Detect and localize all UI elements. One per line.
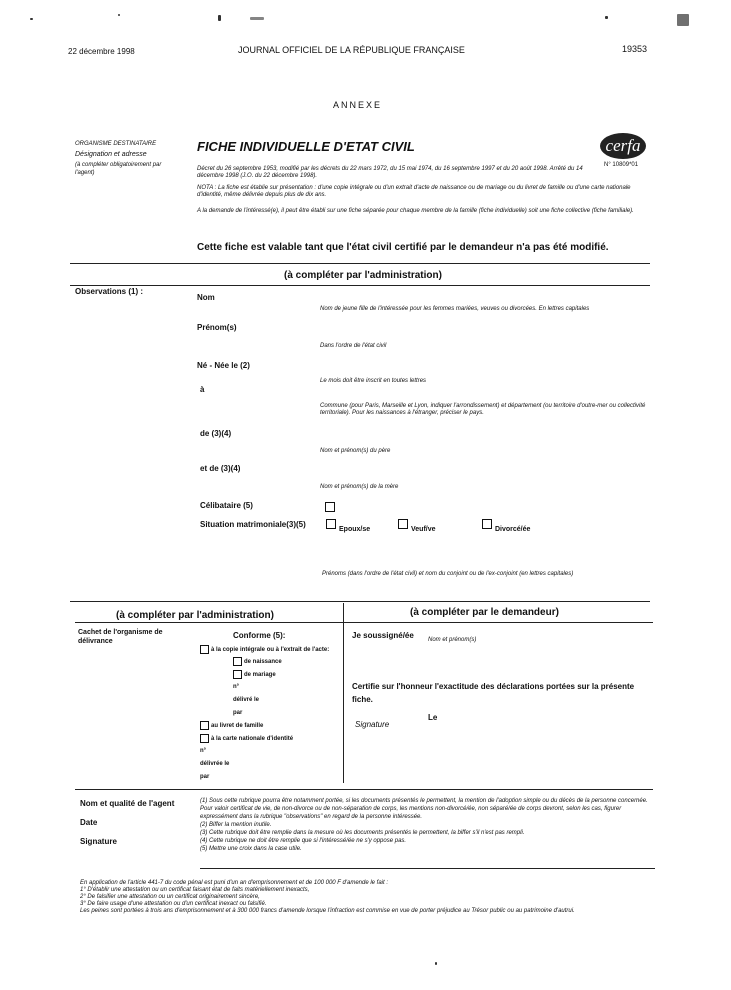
acte-par-label: par — [233, 710, 243, 716]
celibataire-checkbox[interactable] — [325, 502, 335, 512]
birthdate-label: Né - Née le (2) — [197, 361, 250, 370]
agent-name-label: Nom et qualité de l'agent — [80, 799, 175, 808]
nom-note: Nom de jeune fille de l'intéressée pour les femmes mariées, veuves ou divorcées. En lettres capitales — [320, 306, 590, 312]
certifie-text: Certifie sur l'honneur l'exactitude des déclarations portées sur la présente fiche. — [352, 682, 635, 704]
org-subtitle: Désignation et adresse — [75, 151, 147, 158]
legal-text — [80, 880, 625, 915]
demandeur-heading: (à compléter par le demandeur) — [410, 607, 559, 618]
mother-note: Nom et prénom(s) de la mère — [320, 484, 399, 490]
legal-line: 3° De faire usage d'une attestation ou d'un certificat inexact ou falsifié. — [80, 901, 267, 907]
legal-line: 1° D'établir une attestation ou un certificat faisant état de faits matériellement inexacts, — [80, 887, 310, 893]
situation-label: Situation matrimoniale(3)(5) — [200, 520, 306, 529]
naissance-option: de naissance — [233, 657, 282, 666]
org-note: (à compléter obligatoirement par l'agent) — [75, 162, 162, 176]
agent-date-label: Date — [80, 818, 98, 827]
agent-signature-label: Signature — [80, 837, 117, 846]
conjoint-note: Prénoms (dans l'ordre de l'état civil) et nom du conjoint ou de l'ex-conjoint (en lettres capitales) — [322, 571, 574, 577]
footnotes — [200, 797, 658, 853]
carte-par-label: par — [200, 774, 210, 780]
footnote: Pour valoir certificat de vie, de non-divorce ou de non-séparation de corps, les mentions non-divorcé/ée, non séparé/ée de corps devront, selon les cas, figurer expressément dans la rubrique "observations" en regard de la personne intéressée. — [200, 806, 622, 820]
footnote: (5) Mettre une croix dans la case utile. — [200, 846, 302, 852]
epoux-checkbox[interactable] — [326, 519, 336, 529]
footnote: (3) Cette rubrique doit être remplie dans la mesure où les documents présentés le permettent, la biffer s'il n'est pas rempli. — [200, 830, 525, 836]
livret-checkbox[interactable] — [200, 721, 209, 730]
page-number: 19353 — [622, 44, 648, 54]
veuf-label: Veuf/ve — [411, 526, 436, 533]
cerfa-number: N° 10809*01 — [604, 162, 639, 168]
cerfa-logo: cerfa — [600, 133, 646, 159]
divider — [70, 263, 650, 264]
celibataire-label: Célibataire (5) — [200, 501, 253, 510]
copie-option: à la copie intégrale ou à l'extrait de l'acte: — [200, 645, 329, 654]
father-label: de (3)(4) — [200, 429, 232, 438]
observations-label: Observations (1) : — [75, 287, 144, 296]
carte-checkbox[interactable] — [200, 734, 209, 743]
divider — [70, 285, 650, 286]
journal-title: JOURNAL OFFICIEL DE LA RÉPUBLIQUE FRANÇAISE — [238, 45, 465, 55]
divorce-label: Divorcé/ée — [495, 526, 531, 533]
carte-option: à la carte nationale d'identité — [200, 734, 293, 743]
divider — [75, 789, 653, 790]
copie-checkbox[interactable] — [200, 645, 209, 654]
scan-speck — [677, 14, 689, 26]
mother-label: et de (3)(4) — [200, 464, 241, 473]
acte-delivre-label: délivré le — [233, 697, 260, 703]
scan-speck — [218, 15, 221, 21]
legal-line: En application de l'article 441-7 du code pénal est puni d'un an d'emprisonnement et de 100 000 F d'amende le fait : — [80, 880, 389, 886]
footnote: (1) Sous cette rubrique pourra être notamment portée, si les documents présentés le permettent, la mention de l'adoption simple ou du décès de la personne concernée. — [200, 798, 648, 804]
decree-text: Décret du 26 septembre 1953, modifié par les décrets du 22 mars 1972, du 15 mai 1974, du 16 septembre 1997 et du 20 août 1998. Arrêté du 14 décembre 1998 (J.O. du 22 décembre 1998). — [197, 166, 583, 179]
org-title: ORGANISME DESTINATAIRE — [75, 141, 157, 147]
divider — [70, 601, 650, 602]
admin-heading: (à compléter par l'administration) — [116, 610, 274, 621]
nom-label: Nom — [197, 293, 215, 302]
form-title: FICHE INDIVIDUELLE D'ETAT CIVIL — [197, 139, 415, 154]
birthplace-note: Commune (pour Paris, Marseille et Lyon, indiquer l'arrondissement) et département (ou territoire d'outre-mer ou collectivité territoriale). Pour les naissances à l'étranger, préciser le pays. — [320, 403, 646, 416]
section1-heading: (à compléter par l'administration) — [284, 270, 442, 281]
carte-delivree-label: délivrée le — [200, 761, 230, 767]
divider — [75, 622, 653, 623]
livret-option: au livret de famille — [200, 721, 263, 730]
birthdate-note: Le mois doit être inscrit en toutes lettres — [320, 378, 427, 384]
scan-speck — [605, 16, 608, 19]
divorce-checkbox[interactable] — [482, 519, 492, 529]
scan-speck — [118, 14, 120, 16]
naissance-checkbox[interactable] — [233, 657, 242, 666]
demand-text: A la demande de l'intéressé(e), il peut être établi sur une fiche séparée pour chaque membre de la famille (fiche individuelle) soit une fiche collective (fiche familiale). — [197, 208, 634, 214]
prenom-label: Prénom(s) — [197, 323, 237, 332]
validity-text: Cette fiche est valable tant que l'état civil certifié par le demandeur n'a pas été modifié. — [197, 242, 609, 253]
scan-speck — [30, 18, 33, 20]
nota-text: NOTA : La fiche est établie sur présentation : d'une copie intégrale ou d'un extrait d'acte de naissance ou de mariage ou du livret de famille ou d'une carte nationale d'identité, même délivrée depuis plus de dix ans. — [197, 185, 631, 198]
birthplace-label: à — [200, 385, 205, 394]
prenom-note: Dans l'ordre de l'état civil — [320, 343, 387, 349]
soussigne-label: Je soussigné/ée — [352, 631, 414, 640]
soussigne-note: Nom et prénom(s) — [428, 637, 477, 643]
le-label: Le — [428, 713, 438, 722]
legal-line: Les peines sont portées à trois ans d'emprisonnement et à 300 000 francs d'amende lorsque l'infraction est commise en vue de porter préjudice au Trésor public ou au patrimoine d'autrui. — [80, 908, 575, 914]
legal-line: 2° De falsifier une attestation ou un certificat originairement sincère, — [80, 894, 260, 900]
scan-speck — [435, 962, 437, 965]
epoux-label: Epoux/se — [339, 526, 371, 533]
cachet-label: Cachet de l'organisme de délivrance — [78, 629, 163, 645]
mariage-option: de mariage — [233, 670, 276, 679]
header-date: 22 décembre 1998 — [68, 47, 135, 56]
footnote: (4) Cette rubrique ne doit être remplie que si l'intéressé/ée ne s'y oppose pas. — [200, 838, 407, 844]
footnote: (2) Biffer la mention inutile. — [200, 822, 272, 828]
annexe-title: ANNEXE — [333, 100, 383, 110]
mariage-checkbox[interactable] — [233, 670, 242, 679]
carte-number-label: n° — [200, 748, 207, 754]
vertical-divider — [343, 603, 344, 783]
scan-speck — [250, 17, 264, 20]
conforme-label: Conforme (5): — [233, 631, 286, 640]
father-note: Nom et prénom(s) du père — [320, 448, 391, 454]
divider — [200, 868, 655, 869]
veuf-checkbox[interactable] — [398, 519, 408, 529]
acte-number-label: n° — [233, 684, 240, 690]
signature-demandeur-label: Signature — [355, 720, 390, 729]
